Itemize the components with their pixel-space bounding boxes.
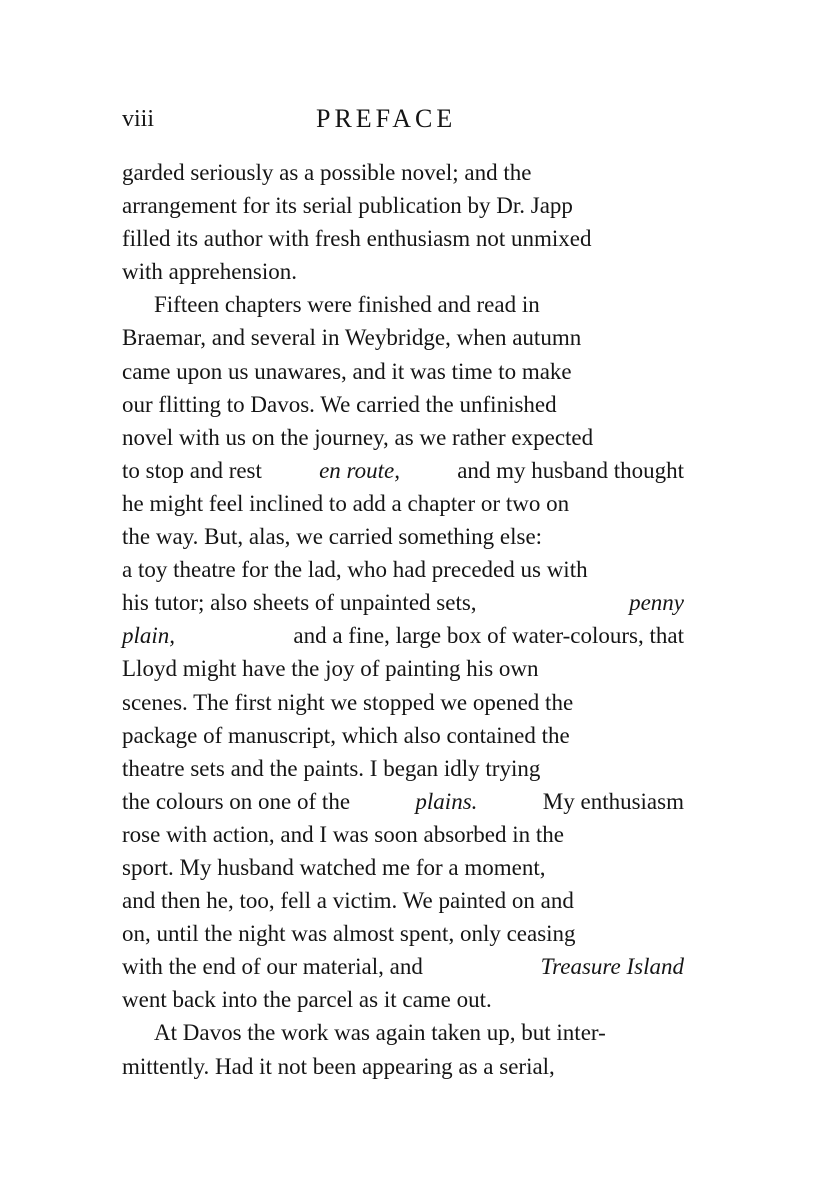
text-line: filled its author with fresh enthusiasm not unmixed: [122, 226, 592, 252]
italic-phrase: Treasure Island: [540, 954, 684, 980]
text-segment: the colours on one of the: [122, 788, 351, 814]
text-line: [122, 950, 684, 983]
italic-phrase: plain,: [122, 623, 176, 649]
text-line: he might feel inclined to add a chapter or two on: [122, 490, 570, 516]
text-line: Lloyd might have the joy of painting his own: [122, 656, 539, 682]
text-line: went back into the parcel as it came out.: [122, 987, 492, 1013]
text-line: garded seriously as a possible novel; and the: [122, 160, 532, 185]
text-line: At Davos the work was again taken up, but inter-: [154, 1020, 606, 1046]
text-line: [122, 586, 684, 619]
text-line: our flitting to Davos. We carried the unfinished: [122, 391, 557, 417]
text-line: [122, 785, 684, 818]
text-segment: and my husband thought: [457, 457, 684, 483]
text-line: mittently. Had it not been appearing as a serial,: [122, 1053, 555, 1079]
text-segment: to stop and rest: [122, 457, 262, 483]
text-line: theatre sets and the paints. I began idly trying: [122, 755, 541, 781]
page-header: [122, 101, 684, 137]
text-line: a toy theatre for the lad, who had preceded us with: [122, 557, 588, 583]
text-line: arrangement for its serial publication by Dr. Japp: [122, 193, 573, 219]
italic-phrase: penny: [629, 590, 684, 616]
body-text: [122, 156, 684, 1083]
text-segment: with the end of our material, and: [122, 954, 423, 980]
text-line: the way. But, alas, we carried something else:: [122, 524, 543, 550]
text-line: came upon us unawares, and it was time to make: [122, 358, 572, 384]
text-line: scenes. The first night we stopped we opened the: [122, 689, 574, 715]
text-line: package of manuscript, which also contained the: [122, 722, 570, 748]
text-line: with apprehension.: [122, 259, 298, 285]
text-line: novel with us on the journey, as we rather expected: [122, 424, 594, 450]
text-line: [122, 619, 684, 652]
text-line: and then he, too, fell a victim. We painted on and: [122, 888, 574, 914]
running-title: PREFACE: [316, 104, 457, 133]
text-segment: and a fine, large box of water-colours, that: [293, 623, 684, 649]
italic-phrase: plains.: [415, 788, 478, 814]
text-line: on, until the night was almost spent, only ceasing: [122, 921, 576, 947]
text-segment: his tutor; also sheets of unpainted sets,: [122, 590, 477, 616]
text-line: Braemar, and several in Weybridge, when autumn: [122, 325, 582, 351]
italic-phrase: en route,: [319, 457, 400, 483]
text-line: Fifteen chapters were finished and read in: [154, 292, 540, 318]
page-number: viii: [122, 106, 155, 132]
text-line: [122, 454, 684, 487]
text-line: rose with action, and I was soon absorbed in the: [122, 821, 565, 847]
text-segment: My enthusiasm: [542, 788, 684, 814]
text-line: sport. My husband watched me for a moment,: [122, 854, 546, 880]
